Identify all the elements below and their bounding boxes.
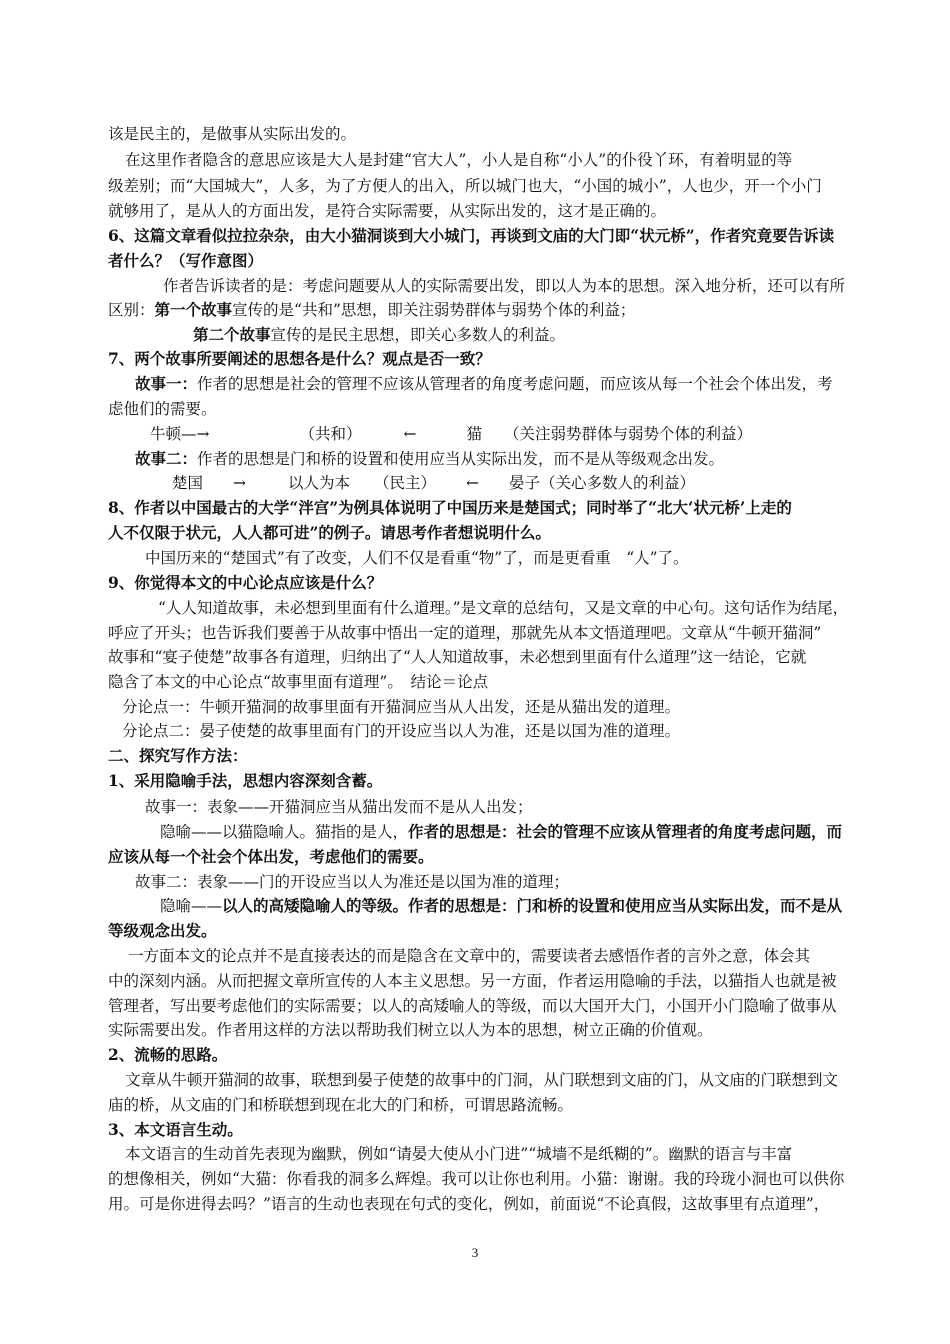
text-span: 宣传的是“共和”思想，即关注弱势群体与弱势个体的利益； <box>232 301 636 319</box>
text-span: 作者的思想是门和桥的设置和使用应当从实际出发，而不是从等级观念出发。 <box>197 450 725 468</box>
text-line: 本文语言的生动首先表现为幽默，例如“请晏大使从小门进”“城墙不是纸糊的”。幽默的语言与丰富 <box>125 1145 793 1163</box>
text-line: 管理者，写出要考虑他们的实际需要；以人的高矮喻人的等级，而以大国开大门，小国开小门隐喻了做事从 <box>108 997 837 1015</box>
text-line: 一方面本文的论点并不是直接表达的而是隐含在文章中的，需要读者去感悟作者的言外之意，体会其 <box>128 947 811 965</box>
text-line: 作者告诉读者的是：考虑问题要从人的实际需要出发，即以人为本的思想。深入地分析，还可以有所 <box>163 277 846 295</box>
text-line: 分论点二：晏子使楚的故事里面有门的开设应当以人为准，还是以国为准的道理。 <box>122 722 681 740</box>
text-span: 区别： <box>108 301 155 319</box>
text-span: （关注弱势群体与弱势个体的利益） <box>504 425 753 443</box>
question-heading: 者什么？（写作意图） <box>108 251 264 270</box>
text-line <box>135 374 915 394</box>
question-heading: 6、这篇文章看似拉拉杂杂，由大小猫洞谈到大小城门，再谈到文庙的大门即“状元桥”，作者究竟要告诉读 <box>108 226 835 245</box>
text-line: 故事一：表象——开猫洞应当从猫出发而不是从人出发； <box>145 798 533 816</box>
text-span: 作者的思想是社会的管理不应该从管理者的角度考虑问题，而应该从每一个社会个体出发，考 <box>197 375 833 393</box>
text-line: 中国历来的“楚国式”有了改变，人们不仅是看重“物”了，而是更看重 “人”了。 <box>145 549 689 567</box>
text-line: 级差别；而“大国城大”，人多，为了方便人的出入，所以城门也大，“小国的城小”，人也少，开一个小门 <box>108 177 822 195</box>
text-span: （民主） <box>374 474 437 492</box>
text-line <box>108 300 888 320</box>
text-line: 就够用了，是从人的方面出发，是符合实际需要，从实际出发的，这才是正确的。 <box>108 202 667 220</box>
text-line <box>135 449 915 469</box>
question-heading: 人不仅限于状元，人人都可进”的例子。请思考作者想说明什么。 <box>108 523 551 542</box>
text-line: 故事和“宴子使楚”故事各有道理，归纳出了“人人知道故事，未必想到里面有什么道理”这一结论，它就 <box>108 648 807 666</box>
subsection-heading: 1、采用隐喻手法，思想内容深刻含蓄。 <box>108 771 383 790</box>
bold-span: 以人的高矮隐喻人的等级。作者的思想是：门和桥的设置和使用应当从实际出发，而不是从 <box>222 896 843 915</box>
question-heading: 7、两个故事所要阐述的思想各是什么？观点是否一致？ <box>108 349 491 368</box>
text-span: 宣传的是民主思想，即关心多数人的利益。 <box>270 326 566 344</box>
text-line: 等级观念出发。 <box>108 921 217 940</box>
subsection-heading: 2、流畅的思路。 <box>108 1045 228 1064</box>
arrow-icon: → <box>233 474 247 492</box>
text-line: 用。可是你进得去吗？”语言的生动也表现在句式的变化，例如，前面说“不论真假，这故事里有点道理”， <box>108 1195 830 1213</box>
text-line: 庙的桥，从文庙的门和桥联想到现在北大的门和桥，可谓思路流畅。 <box>108 1096 574 1114</box>
arrow-icon: ← <box>403 425 417 443</box>
text-line: 实际需要出发。作者用这样的方法以帮助我们树立以人为本的思想，树立正确的价值观。 <box>108 1021 713 1039</box>
text-span: 隐喻—— <box>160 897 223 915</box>
text-line: 该是民主的，是做事从实际出发的。 <box>108 125 357 143</box>
text-line: 故事二：表象——门的开设应当以人为准还是以国为准的道理； <box>135 873 570 891</box>
section-heading: 二、探究写作方法： <box>108 746 248 765</box>
bold-span: 第二个故事 <box>193 325 271 344</box>
text-line: 文章从牛顿开猫洞的故事，联想到晏子使楚的故事中的门洞，从门联想到文庙的门，从文庙的门联想到文 <box>125 1071 839 1089</box>
text-span: 楚国 <box>172 474 204 492</box>
text-span: 以人为本 <box>288 474 351 492</box>
text-line: 呼应了开头；也告诉我们要善于从故事中悟出一定的道理，那就先从本文悟道理吧。文章从“牛顿开猫洞” <box>108 624 822 642</box>
text-line: 分论点一：牛顿开猫洞的故事里面有开猫洞应当从人出发，还是从猫出发的道理。 <box>122 698 681 716</box>
page-number: 3 <box>471 1245 479 1260</box>
bold-span: 故事一： <box>135 374 198 393</box>
text-line: “人人知道故事，未必想到里面有什么道理。”是文章的总结句，又是文章的中心句。这句话作为结尾， <box>158 599 849 617</box>
diagram-line <box>172 473 950 493</box>
text-line <box>160 822 940 842</box>
text-span: 晏子（关心多数人的利益） <box>509 474 696 492</box>
arrow-icon: ← <box>466 474 480 492</box>
text-span: 隐喻——以猫隐喻人。猫指的是人， <box>160 823 409 841</box>
text-line <box>193 325 950 345</box>
text-line: 隐含了本文的中心论点“故事里面有道理”。 结论＝论点 <box>108 673 489 691</box>
bold-span: 故事二： <box>135 449 198 468</box>
text-line: 中的深刻内涵。从而把握文章所宣传的人本主义思想。另一方面，作者运用隐喻的手法，以猫指人也就是被 <box>108 972 837 990</box>
text-span: （共和） <box>299 425 362 443</box>
subsection-heading: 3、本文语言生动。 <box>108 1120 243 1139</box>
text-span: 猫 <box>466 425 483 443</box>
text-line: 应该从每一个社会个体出发，考虑他们的需要。 <box>108 847 434 866</box>
question-heading: 9、你觉得本文的中心论点应该是什么？ <box>108 573 383 592</box>
diagram-line <box>150 424 930 444</box>
text-line <box>160 896 940 916</box>
bold-span: 第一个故事 <box>154 300 233 319</box>
text-line: 在这里作者隐含的意思应该是大人是封建“官大人”，小人是自称“小人”的仆役丫环，有着明显的等 <box>125 151 793 169</box>
text-span: 牛顿—→ <box>150 425 210 443</box>
text-line: 虑他们的需要。 <box>108 400 217 418</box>
bold-span: 作者的思想是：社会的管理不应该从管理者的角度考虑问题，而 <box>408 822 843 841</box>
question-heading: 8、作者以中国最古的大学“泮宫”为例具体说明了中国历来是楚国式；同时举了“北大‘状元桥’上走的 <box>108 498 792 517</box>
text-line: 的想像相关，例如“大猫：你看我的洞多么辉煌。我可以让你也利用。小猫：谢谢。我的玲珑小洞也可以供你 <box>108 1170 845 1188</box>
